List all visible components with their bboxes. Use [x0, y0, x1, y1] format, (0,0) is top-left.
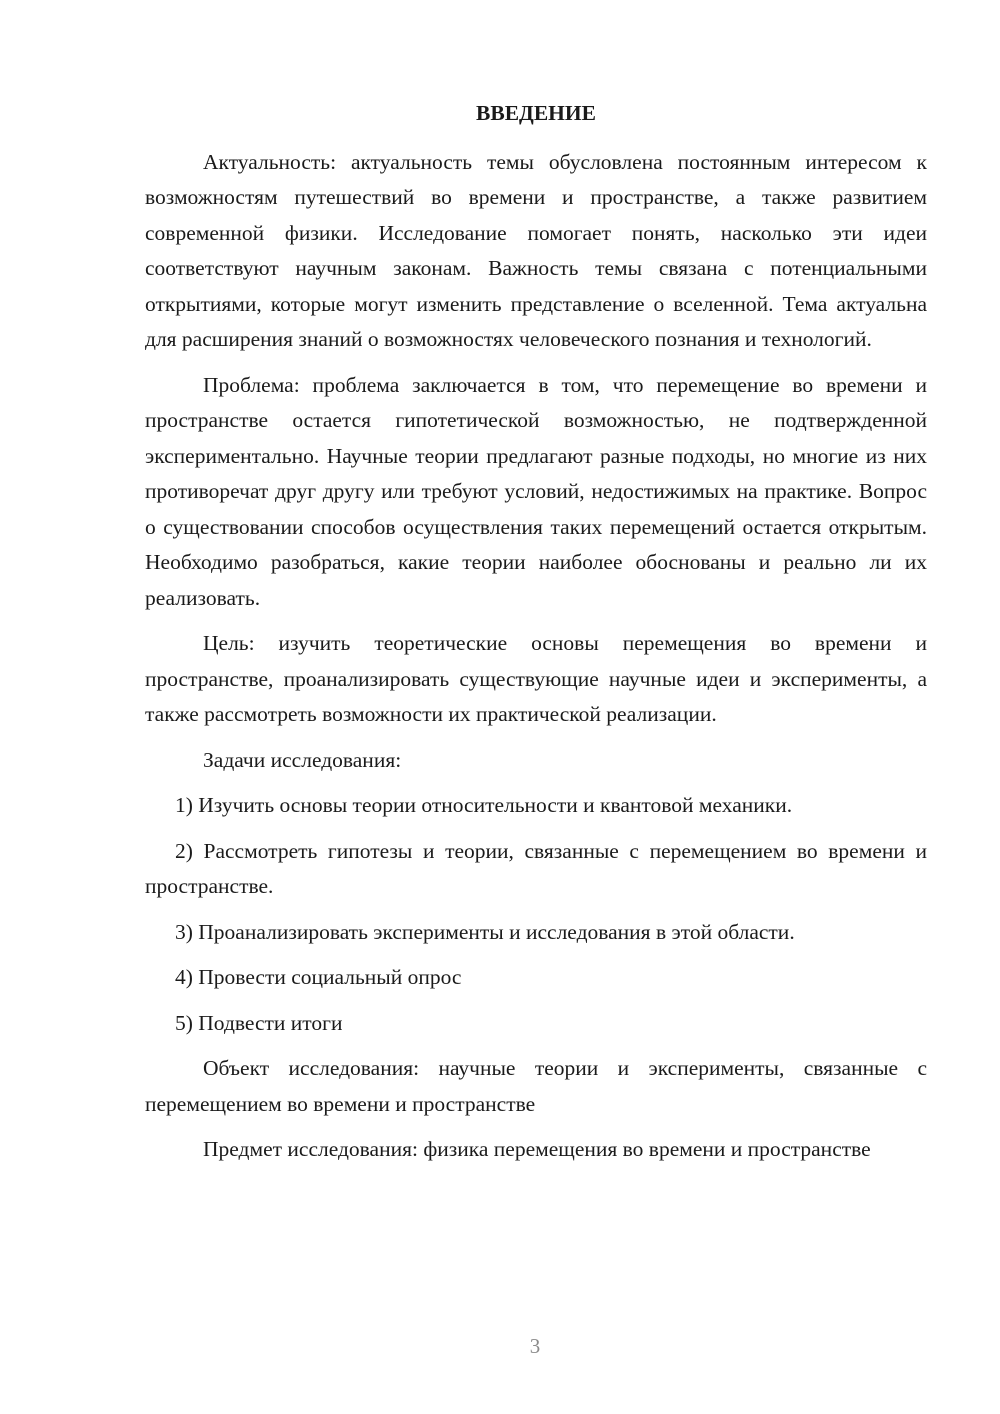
tasks-heading: Задачи исследования:	[203, 747, 402, 772]
task-item: 1) Изучить основы теории относительности и квантовой механики.	[175, 793, 793, 817]
task-item: 3) Проанализировать эксперименты и исследования в этой области.	[175, 919, 795, 944]
task-item: 2) Рассмотреть гипотезы и теории, связанные с перемещением во времени и пространстве.	[145, 838, 927, 898]
object-paragraph: Объект исследования: научные теории и эксперименты, связанные с перемещением во времени и пространстве	[145, 1056, 927, 1116]
problem-paragraph: Проблема: проблема заключается в том, что перемещение во времени и пространстве остается гипотетической возможностью, не подтвержденной экспериментально. Научные теории предлагают разные подходы, но многие из них противоречат друг другу или требуют условий, недостижимых на практике. Вопрос о существовании способов осуществления таких перемещений остается открытым. Необходимо разобраться, какие теории наиболее обоснованы и реально ли их реализовать.	[145, 372, 927, 610]
task-item: 4) Провести социальный опрос	[175, 965, 462, 989]
relevance-paragraph: Актуальность: актуальность темы обусловлена постоянным интересом к возможностям путешествий во времени и пространстве, а также развитием современной физики. Исследование помогает понять, насколько эти идеи соответствуют научным законам. Важность темы связана с потенциальными открытиями, которые могут изменить представление о вселенной. Тема актуальна для расширения знаний о возможностях человеческого познания и технологий.	[145, 149, 927, 351]
document-page	[145, 96, 927, 1178]
subject-paragraph: Предмет исследования: физика перемещения во времени и пространстве	[203, 1137, 871, 1161]
task-item: 5) Подвести итоги	[175, 1010, 343, 1035]
page-title: ВВЕДЕНИЕ	[476, 101, 596, 125]
tasks-list	[145, 788, 927, 1041]
page-number: 3	[529, 1334, 541, 1358]
goal-paragraph: Цель: изучить теоретические основы перемещения во времени и пространстве, проанализировать существующие научные идеи и эксперименты, а также рассмотреть возможности их практической реализации.	[145, 631, 927, 726]
